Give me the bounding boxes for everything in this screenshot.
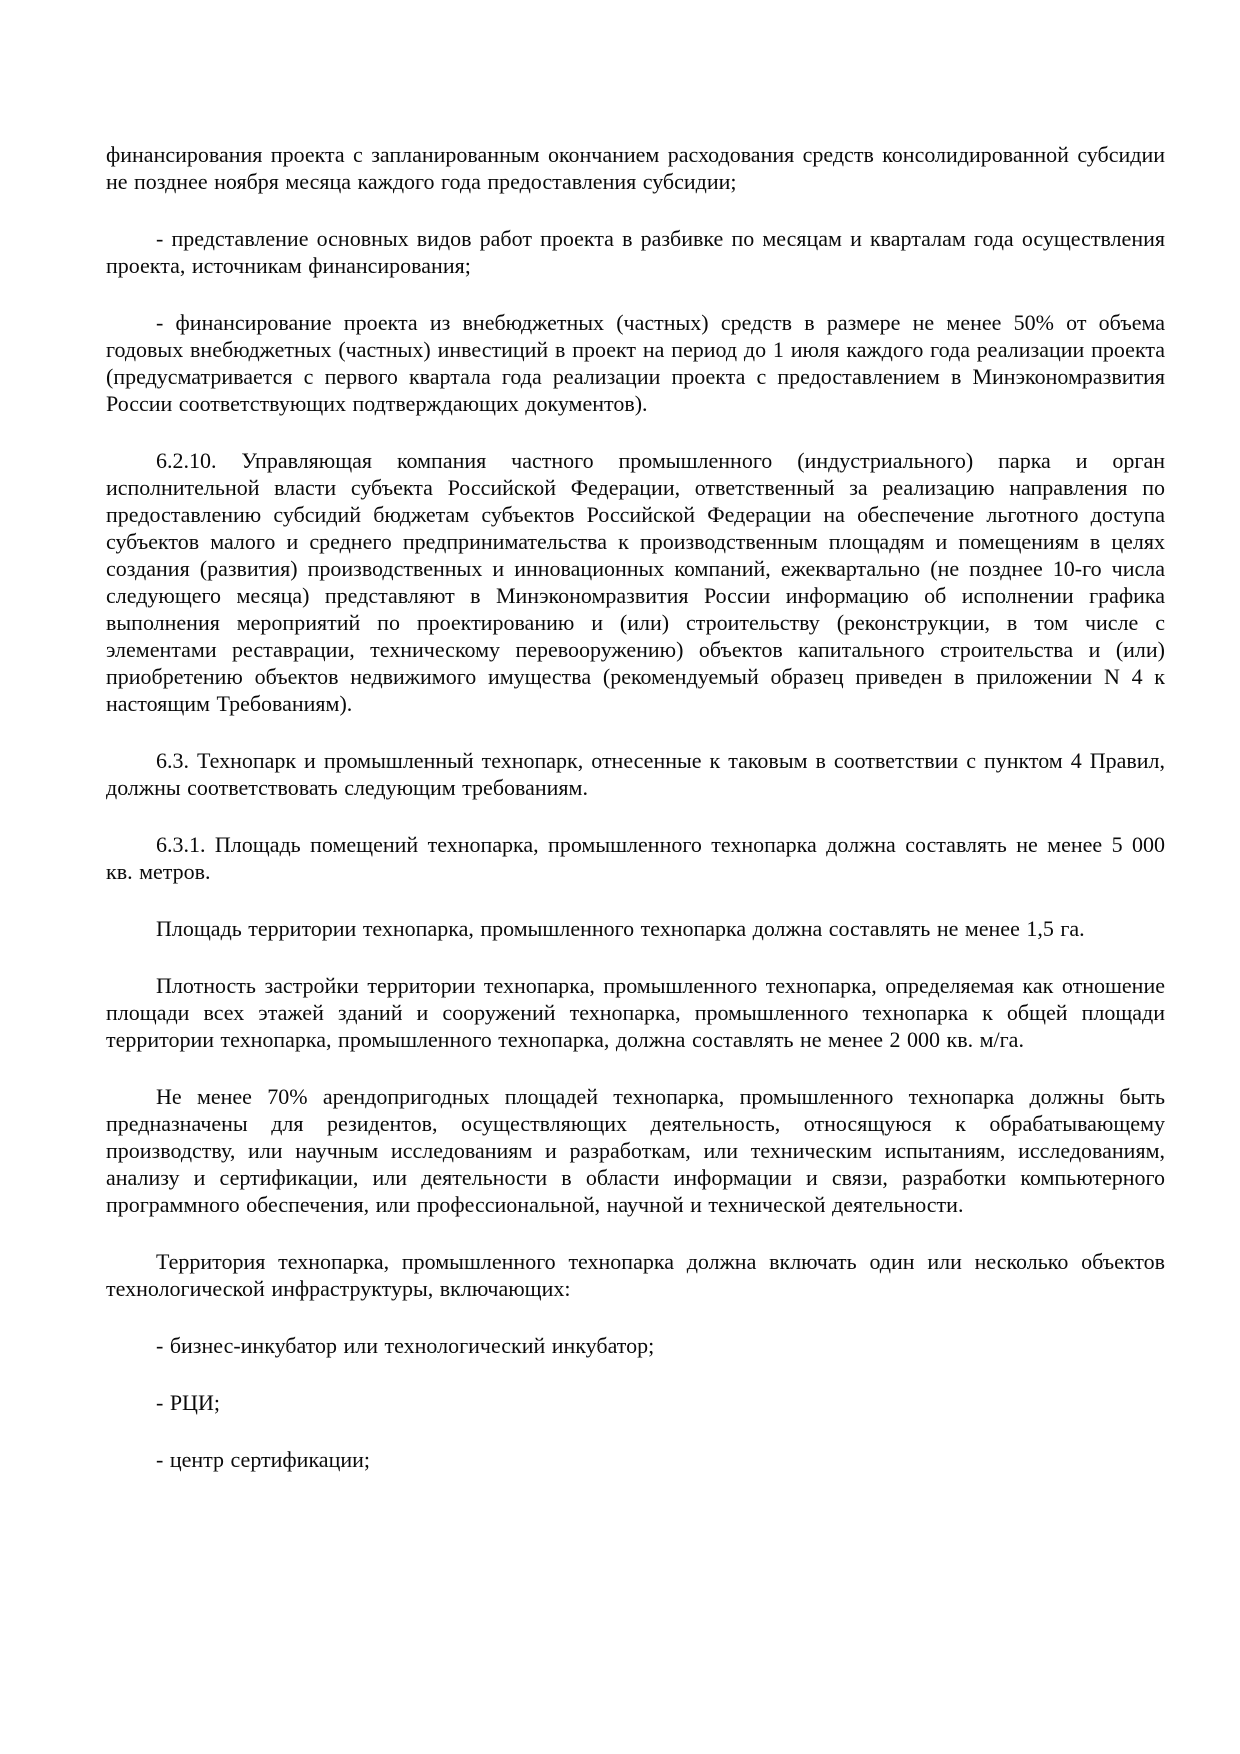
clause-6-3: 6.3. Технопарк и промышленный технопарк, отнесенные к таковым в соответствии с пунктом 4 Правил, должны соответствовать следующим требованиям.	[106, 748, 1165, 800]
para-building-density: Плотность застройки территории технопарка, промышленного технопарка, определяемая как отношение площади всех этажей зданий и сооружений технопарка, промышленного технопарка к общей площади территории технопарка, промышленного технопарка, должна составлять не менее 2 000 кв. м/га.	[106, 973, 1165, 1052]
para-infrastructure-intro: Территория технопарка, промышленного технопарка должна включать один или несколько объектов технологической инфраструктуры, включающих:	[106, 1249, 1165, 1301]
list-item-financing: - финансирование проекта из внебюджетных (частных) средств в размере не менее 50% от объема годовых внебюджетных (частных) инвестиций в проект на период до 1 июля каждого года реализации проекта (предусматривается с первого квартала года реализации проекта с предоставлением в Минэкономразвития России соответствующих подтверждающих документов).	[106, 310, 1165, 416]
clause-6-3-1: 6.3.1. Площадь помещений технопарка, промышленного технопарка должна составлять не менее 5 000 кв. метров.	[106, 832, 1165, 884]
para-territory-area: Площадь территории технопарка, промышленного технопарка должна составлять не менее 1,5 га.	[156, 916, 1085, 941]
para-rentable-share: Не менее 70% арендопригодных площадей технопарка, промышленного технопарка должны быть предназначены для резидентов, осуществляющих деятельность, относящуюся к обрабатывающему производству, или научным исследованиям и разработкам, или техническим испытаниям, исследованиям, анализу и сертификации, или деятельности в области информации и связи, разработки компьютерного программного обеспечения, или профессиональной, научной и технической деятельности.	[106, 1084, 1165, 1217]
list-item-cert-center: - центр сертификации;	[156, 1447, 370, 1472]
list-item-rci: - РЦИ;	[156, 1390, 220, 1415]
list-item-incubator: - бизнес-инкубатор или технологический инкубатор;	[156, 1333, 655, 1358]
clause-6-2-10: 6.2.10. Управляющая компания частного промышленного (индустриального) парка и орган исполнительной власти субъекта Российской Федерации, ответственный за реализацию направления по предоставлению субсидий бюджетам субъектов Российской Федерации на обеспечение льготного доступа субъектов малого и среднего предпринимательства к производственным площадям и помещениям в целях создания (развития) производственных и инновационных компаний, ежеквартально (не позднее 10-го числа следующего месяца) представляют в Минэкономразвития России информацию об исполнении графика выполнения мероприятий по проектированию и (или) строительству (реконструкции, в том числе с элементами реставрации, техническому перевооружению) объектов капитального строительства и (или) приобретению объектов недвижимого имущества (рекомендуемый образец приведен в приложении N 4 к настоящим Требованиям).	[106, 448, 1165, 716]
list-item-works-breakdown: - представление основных видов работ проекта в разбивке по месяцам и кварталам года осуществления проекта, источникам финансирования;	[106, 226, 1165, 278]
continuation-paragraph: финансирования проекта с запланированным окончанием расходования средств консолидированной субсидии не позднее ноября месяца каждого года предоставления субсидии;	[106, 142, 1165, 194]
